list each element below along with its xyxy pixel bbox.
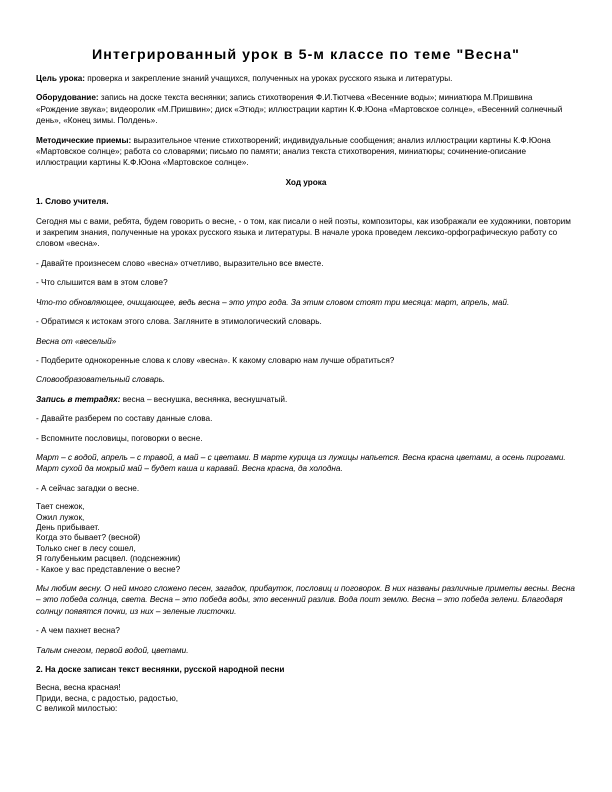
question-analyze: - Давайте разберем по составу данные слова. [36,414,213,424]
goal-paragraph [36,73,576,84]
riddle-line: Только снег в лесу сошел, [36,543,136,553]
notebook-text: весна – веснушка, веснянка, веснушчатый. [120,394,288,404]
question-hear: - Что слышится вам в этом слове? [36,278,168,288]
song-line: Приди, весна, с радостью, радостью, [36,693,179,703]
riddle-line: Я голубеньким расцвел. (подснежник) [36,554,181,564]
answer-spring-idea: Мы любим весну. О ней много сложено песен, загадок, прибауток, пословиц и поговорок. В них названы различные приметы весны. Весна – это победа солнца, света. Весна – это победа воды, это весенний разлив. Вода поит землю. Весна – это победа зелени. Благодаря солнцу появятся почки, из них – зеленые листочки. [36,584,575,616]
spacer [36,575,576,583]
page-title: Интегрированный урок в 5-м классе по теме "Весна" [92,47,520,63]
riddle-line: День прибывает. [36,522,100,532]
question-etymology: - Обратимся к истокам этого слова. Загляните в этимологический словарь. [36,317,322,327]
methods-paragraph [36,135,576,169]
question-proverbs: - Вспомните пословицы, поговорки о весне. [36,433,203,443]
methods-text: выразительное чтение стихотворений; индивидуальные сообщения; анализ иллюстрации картины К.Ф.Юона «Мартовское солнце»; работа со словарями; письмо по памяти; анализ текста стихотворения, миниатюры; сочинение-описание иллюстрации картины К.Ф.Юона «Мартовское солнце». [36,135,551,168]
answer-etymology: Весна от «веселый» [36,336,117,346]
intro-paragraph: Сегодня мы с вами, ребята, будем говорить о весне, - о том, как писали о ней поэты, композиторы, как изображали ее художники, повторим и закрепим знания, полученные на уроках русского языка и литературы. В начале урока проведем лексико-орфографическую работу со словом «весна». [36,216,571,249]
riddle-line: - Какое у вас представление о весне? [36,564,181,574]
goal-text: проверка и закрепление знаний учащихся, полученных на уроках русского языка и литературы. [84,74,453,83]
riddle-line: Когда это бывает? (весной) [36,533,141,543]
equipment-label: Оборудование: [36,93,99,103]
answer-dictionary: Словообразовательный словарь. [36,375,166,385]
riddles-block [36,502,576,575]
methods-label: Методические приемы: [36,135,132,145]
song-line: Весна, весна красная! [36,683,121,693]
answer-hear: Что-то обновляющее, очищающее, ведь весна – это утро года. За этим словом стоят три месяца: март, апрель, май. [36,297,510,307]
question-smell: - А чем пахнет весна? [36,626,120,636]
song-line: С великой милостью: [36,704,118,714]
riddle-line: Тает снежок, [36,502,85,512]
notebook-paragraph [36,394,576,405]
question-cognates: - Подберите однокоренные слова к слову «весна». К какому словарю нам лучше обратиться? [36,355,395,365]
notebook-label: Запись в тетрадях: [36,394,121,404]
document-content [36,46,576,715]
equipment-paragraph [36,92,576,126]
question-pronounce: - Давайте произнесем слово «весна» отчетливо, выразительно все вместе. [36,258,324,268]
song-block [36,683,576,714]
proverbs-paragraph: Март – с водой, апрель – с травой, а май – с цветами. В марте курица из лужицы напьется. Весна красна цветами, а осень пирогами. Март сухой да мокрый май – будет каша и каравай. Весна красна, да холодна. [36,452,566,474]
riddle-line: Ожил лужок, [36,512,85,522]
section2-heading: 2. На доске записан текст веснянки, русской народной песни [36,665,285,675]
course-heading: Ход урока [285,177,327,187]
answer-smell: Талым снегом, первой водой, цветами. [36,645,189,655]
section1-heading: 1. Слово учителя. [36,197,109,207]
question-riddles: - А сейчас загадки о весне. [36,483,140,493]
equipment-text: запись на доске текста веснянки; запись стихотворения Ф.И.Тютчева «Весенние воды»; миниатюра М.Пришвина «Рождение звука»; видеоролик «М.Пришвин»; диск «Этюд»; иллюстрации картин К.Ф.Юона «Мартовское солнце», «Весенний солнечный день», «Конец зимы. Полдень». [36,93,563,126]
goal-label: Цель урока: [36,74,85,83]
